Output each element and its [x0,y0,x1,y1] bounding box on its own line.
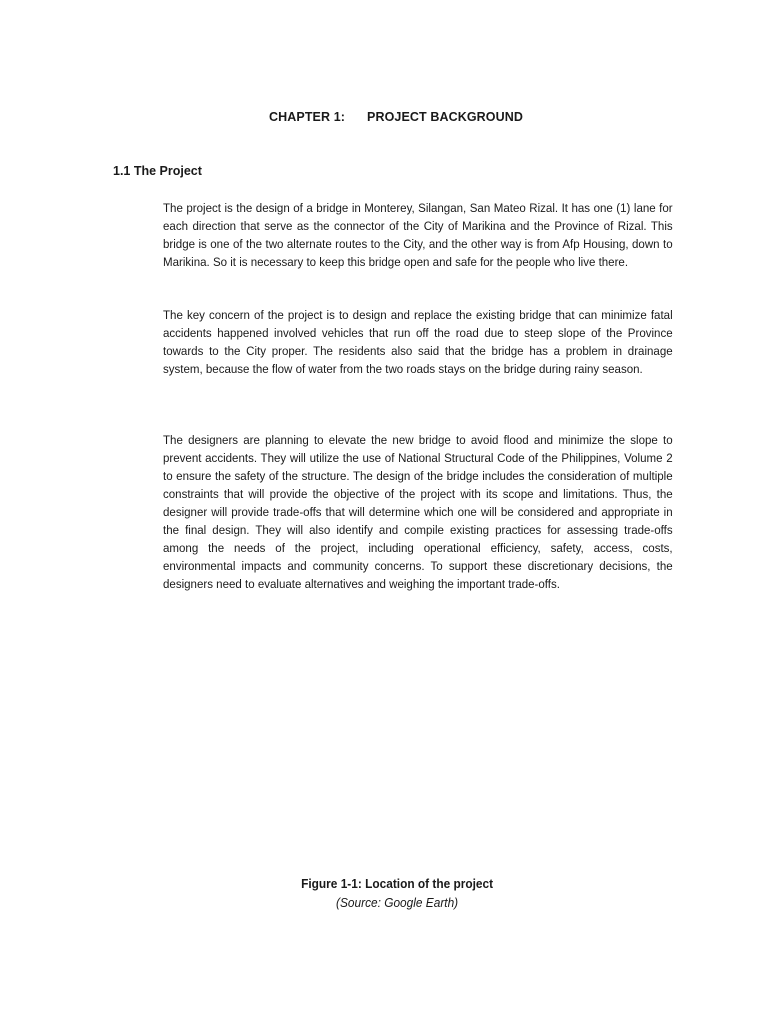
figure-source: (Source: Google Earth) [336,896,459,910]
figure-caption: Figure 1-1: Location of the project [301,877,494,891]
paragraph-design-plan: The designers are planning to elevate the new bridge to avoid flood and minimize the slope to prevent accidents. They will utilize the use of National Structural Code of the Philippines, Volume 2 to ensure the safety of the structure. The design of the bridge includes the consideration of multiple constraints that will provide the objective of the project with its scope and limitations. Thus, the designer will provide trade-offs that will determine which one will be considered and appropriate in the final design. They will also identify and compile existing practices for assessing trade-offs among the needs of the project, including operational efficiency, safety, access, costs, environmental impacts and community concerns. To support these discretionary decisions, the designers need to evaluate alternatives and weighing the important trade-offs. [163,433,673,591]
chapter-name: PROJECT BACKGROUND [367,110,523,124]
paragraph-project-overview: The project is the design of a bridge in Monterey, Silangan, San Mateo Rizal. It has one (1) lane for each direction that serve as the connector of the City of Marikina and the Province of Rizal. This bridge is one of the two alternate routes to the City, and the other way is from Afp Housing, down to Marikina. So it is necessary to keep this bridge open and safe for the people who live there. [163,201,673,269]
section-heading: 1.1 The Project [113,164,202,178]
chapter-title [0,110,768,124]
chapter-number: CHAPTER 1: [269,110,346,124]
paragraph-key-concern: The key concern of the project is to design and replace the existing bridge that can minimize fatal accidents happened involved vehicles that run off the road due to steep slope of the Province towards to the City proper. The residents also said that the bridge has a problem in drainage system, because the flow of water from the two roads stays on the bridge during rainy season. [163,308,673,376]
